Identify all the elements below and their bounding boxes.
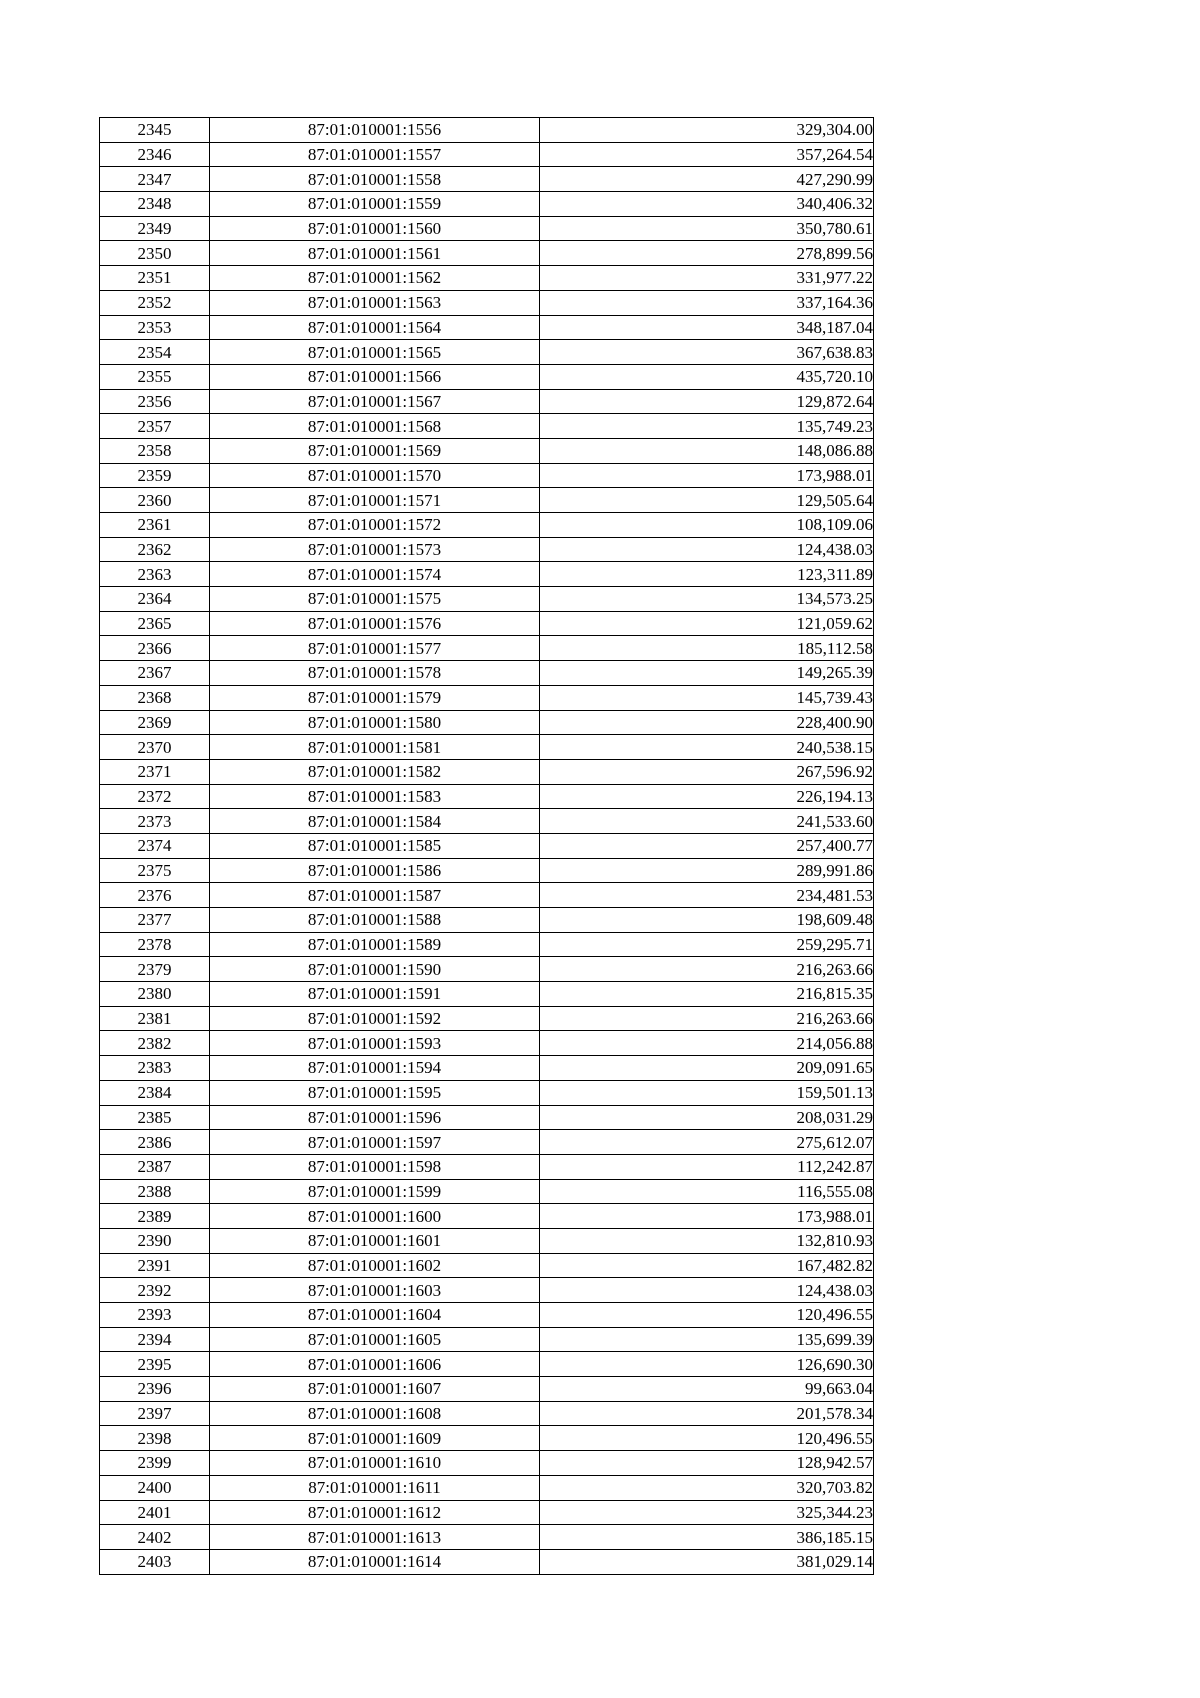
cadastral-value-cell: 386,185.15 [540, 1525, 874, 1550]
cadastral-number-cell: 87:01:010001:1582 [210, 759, 540, 784]
table-row [100, 1549, 874, 1574]
table-row [100, 1105, 874, 1130]
table-row [100, 1401, 874, 1426]
cadastral-value-cell: 124,438.03 [540, 537, 874, 562]
cadastral-value-cell: 201,578.34 [540, 1401, 874, 1426]
cadastral-number-cell: 87:01:010001:1579 [210, 685, 540, 710]
table-row [100, 364, 874, 389]
cadastral-value-cell: 159,501.13 [540, 1080, 874, 1105]
table-row [100, 1377, 874, 1402]
row-number-cell: 2364 [100, 587, 210, 612]
cadastral-value-cell: 209,091.65 [540, 1056, 874, 1081]
cadastral-value-cell: 259,295.71 [540, 932, 874, 957]
table-row [100, 710, 874, 735]
cadastral-number-cell: 87:01:010001:1613 [210, 1525, 540, 1550]
cadastral-value-cell: 214,056.88 [540, 1031, 874, 1056]
cadastral-number-cell: 87:01:010001:1595 [210, 1080, 540, 1105]
table-row [100, 142, 874, 167]
cadastral-number-cell: 87:01:010001:1586 [210, 858, 540, 883]
row-number-cell: 2399 [100, 1451, 210, 1476]
cadastral-number-cell: 87:01:010001:1584 [210, 809, 540, 834]
row-number-cell: 2382 [100, 1031, 210, 1056]
row-number-cell: 2351 [100, 266, 210, 291]
cadastral-number-cell: 87:01:010001:1588 [210, 908, 540, 933]
cadastral-number-cell: 87:01:010001:1609 [210, 1426, 540, 1451]
cadastral-value-cell: 257,400.77 [540, 833, 874, 858]
row-number-cell: 2356 [100, 389, 210, 414]
cadastral-value-cell: 128,942.57 [540, 1451, 874, 1476]
cadastral-value-cell: 149,265.39 [540, 661, 874, 686]
row-number-cell: 2381 [100, 1006, 210, 1031]
row-number-cell: 2362 [100, 537, 210, 562]
cadastral-number-cell: 87:01:010001:1604 [210, 1303, 540, 1328]
cadastral-number-cell: 87:01:010001:1572 [210, 513, 540, 538]
table-row [100, 488, 874, 513]
cadastral-number-cell: 87:01:010001:1563 [210, 290, 540, 315]
cadastral-number-cell: 87:01:010001:1601 [210, 1228, 540, 1253]
cadastral-number-cell: 87:01:010001:1606 [210, 1352, 540, 1377]
cadastral-number-cell: 87:01:010001:1583 [210, 784, 540, 809]
table-row [100, 463, 874, 488]
row-number-cell: 2396 [100, 1377, 210, 1402]
row-number-cell: 2359 [100, 463, 210, 488]
row-number-cell: 2392 [100, 1278, 210, 1303]
row-number-cell: 2369 [100, 710, 210, 735]
cadastral-value-cell: 427,290.99 [540, 167, 874, 192]
row-number-cell: 2379 [100, 957, 210, 982]
cadastral-value-cell: 216,263.66 [540, 957, 874, 982]
cadastral-number-cell: 87:01:010001:1560 [210, 216, 540, 241]
row-number-cell: 2389 [100, 1204, 210, 1229]
table-row [100, 833, 874, 858]
cadastral-number-cell: 87:01:010001:1569 [210, 438, 540, 463]
cadastral-number-cell: 87:01:010001:1557 [210, 142, 540, 167]
table-row [100, 118, 874, 143]
table-row [100, 957, 874, 982]
cadastral-value-cell: 134,573.25 [540, 587, 874, 612]
row-number-cell: 2374 [100, 833, 210, 858]
row-number-cell: 2352 [100, 290, 210, 315]
cadastral-value-cell: 135,699.39 [540, 1327, 874, 1352]
table-row [100, 784, 874, 809]
cadastral-number-cell: 87:01:010001:1558 [210, 167, 540, 192]
cadastral-number-cell: 87:01:010001:1565 [210, 340, 540, 365]
cadastral-number-cell: 87:01:010001:1596 [210, 1105, 540, 1130]
cadastral-number-cell: 87:01:010001:1591 [210, 982, 540, 1007]
row-number-cell: 2386 [100, 1130, 210, 1155]
cadastral-value-cell: 129,505.64 [540, 488, 874, 513]
cadastral-value-cell: 173,988.01 [540, 463, 874, 488]
table-row [100, 858, 874, 883]
cadastral-number-cell: 87:01:010001:1605 [210, 1327, 540, 1352]
table-row [100, 1154, 874, 1179]
cadastral-value-cell: 108,109.06 [540, 513, 874, 538]
table-row [100, 290, 874, 315]
row-number-cell: 2372 [100, 784, 210, 809]
row-number-cell: 2397 [100, 1401, 210, 1426]
cadastral-value-cell: 381,029.14 [540, 1549, 874, 1574]
row-number-cell: 2400 [100, 1475, 210, 1500]
row-number-cell: 2403 [100, 1549, 210, 1574]
table-row [100, 389, 874, 414]
cadastral-value-cell: 167,482.82 [540, 1253, 874, 1278]
row-number-cell: 2367 [100, 661, 210, 686]
table-row [100, 1253, 874, 1278]
table-row [100, 1278, 874, 1303]
cadastral-value-cell: 329,304.00 [540, 118, 874, 143]
row-number-cell: 2355 [100, 364, 210, 389]
row-number-cell: 2348 [100, 192, 210, 217]
row-number-cell: 2378 [100, 932, 210, 957]
cadastral-number-cell: 87:01:010001:1573 [210, 537, 540, 562]
table-row [100, 438, 874, 463]
row-number-cell: 2360 [100, 488, 210, 513]
table-row [100, 167, 874, 192]
table-row [100, 1451, 874, 1476]
table-row [100, 759, 874, 784]
row-number-cell: 2345 [100, 118, 210, 143]
row-number-cell: 2353 [100, 315, 210, 340]
table-row [100, 611, 874, 636]
row-number-cell: 2358 [100, 438, 210, 463]
table-row [100, 241, 874, 266]
table-row [100, 1006, 874, 1031]
cadastral-value-cell: 124,438.03 [540, 1278, 874, 1303]
table-row [100, 587, 874, 612]
table-row [100, 661, 874, 686]
table-row [100, 340, 874, 365]
cadastral-number-cell: 87:01:010001:1556 [210, 118, 540, 143]
cadastral-number-cell: 87:01:010001:1577 [210, 636, 540, 661]
cadastral-value-cell: 148,086.88 [540, 438, 874, 463]
cadastral-value-cell: 350,780.61 [540, 216, 874, 241]
cadastral-value-cell: 112,242.87 [540, 1154, 874, 1179]
row-number-cell: 2346 [100, 142, 210, 167]
cadastral-value-cell: 145,739.43 [540, 685, 874, 710]
row-number-cell: 2375 [100, 858, 210, 883]
cadastral-number-cell: 87:01:010001:1599 [210, 1179, 540, 1204]
cadastral-number-cell: 87:01:010001:1562 [210, 266, 540, 291]
cadastral-value-cell: 340,406.32 [540, 192, 874, 217]
cadastral-number-cell: 87:01:010001:1561 [210, 241, 540, 266]
cadastral-value-cell: 99,663.04 [540, 1377, 874, 1402]
table-row [100, 636, 874, 661]
cadastral-number-cell: 87:01:010001:1571 [210, 488, 540, 513]
cadastral-number-cell: 87:01:010001:1566 [210, 364, 540, 389]
row-number-cell: 2390 [100, 1228, 210, 1253]
cadastral-value-cell: 129,872.64 [540, 389, 874, 414]
cadastral-value-cell: 228,400.90 [540, 710, 874, 735]
cadastral-number-cell: 87:01:010001:1575 [210, 587, 540, 612]
row-number-cell: 2350 [100, 241, 210, 266]
cadastral-number-cell: 87:01:010001:1593 [210, 1031, 540, 1056]
row-number-cell: 2395 [100, 1352, 210, 1377]
table-row [100, 685, 874, 710]
cadastral-number-cell: 87:01:010001:1580 [210, 710, 540, 735]
row-number-cell: 2363 [100, 562, 210, 587]
row-number-cell: 2398 [100, 1426, 210, 1451]
row-number-cell: 2394 [100, 1327, 210, 1352]
row-number-cell: 2354 [100, 340, 210, 365]
row-number-cell: 2371 [100, 759, 210, 784]
cadastral-value-cell: 348,187.04 [540, 315, 874, 340]
row-number-cell: 2370 [100, 735, 210, 760]
cadastral-value-cell: 289,991.86 [540, 858, 874, 883]
cadastral-value-cell: 275,612.07 [540, 1130, 874, 1155]
table-row [100, 216, 874, 241]
cadastral-number-cell: 87:01:010001:1603 [210, 1278, 540, 1303]
cadastral-value-cell: 234,481.53 [540, 883, 874, 908]
cadastral-number-cell: 87:01:010001:1608 [210, 1401, 540, 1426]
cadastral-number-cell: 87:01:010001:1610 [210, 1451, 540, 1476]
table-row [100, 809, 874, 834]
cadastral-number-cell: 87:01:010001:1600 [210, 1204, 540, 1229]
cadastral-value-cell: 226,194.13 [540, 784, 874, 809]
table-row [100, 1327, 874, 1352]
table-row [100, 1228, 874, 1253]
row-number-cell: 2357 [100, 414, 210, 439]
cadastral-number-cell: 87:01:010001:1564 [210, 315, 540, 340]
cadastral-value-cell: 331,977.22 [540, 266, 874, 291]
cadastral-value-cell: 320,703.82 [540, 1475, 874, 1500]
row-number-cell: 2388 [100, 1179, 210, 1204]
cadastral-number-cell: 87:01:010001:1568 [210, 414, 540, 439]
row-number-cell: 2377 [100, 908, 210, 933]
table-body [100, 118, 874, 1575]
table-row [100, 266, 874, 291]
cadastral-number-cell: 87:01:010001:1602 [210, 1253, 540, 1278]
cadastral-value-cell: 267,596.92 [540, 759, 874, 784]
table-row [100, 883, 874, 908]
cadastral-number-cell: 87:01:010001:1567 [210, 389, 540, 414]
table-row [100, 1352, 874, 1377]
cadastral-value-cell: 123,311.89 [540, 562, 874, 587]
table-row [100, 1475, 874, 1500]
cadastral-value-cell: 337,164.36 [540, 290, 874, 315]
row-number-cell: 2365 [100, 611, 210, 636]
cadastral-value-cell: 116,555.08 [540, 1179, 874, 1204]
cadastral-value-cell: 278,899.56 [540, 241, 874, 266]
row-number-cell: 2380 [100, 982, 210, 1007]
cadastral-number-cell: 87:01:010001:1570 [210, 463, 540, 488]
cadastral-number-cell: 87:01:010001:1611 [210, 1475, 540, 1500]
table-row [100, 1056, 874, 1081]
table-row [100, 315, 874, 340]
row-number-cell: 2347 [100, 167, 210, 192]
cadastral-value-cell: 367,638.83 [540, 340, 874, 365]
cadastral-number-cell: 87:01:010001:1590 [210, 957, 540, 982]
table-row [100, 982, 874, 1007]
cadastral-number-cell: 87:01:010001:1574 [210, 562, 540, 587]
row-number-cell: 2349 [100, 216, 210, 241]
cadastral-value-cell: 198,609.48 [540, 908, 874, 933]
table-row [100, 1031, 874, 1056]
table-row [100, 537, 874, 562]
table-row [100, 513, 874, 538]
cadastral-value-cell: 120,496.55 [540, 1303, 874, 1328]
cadastral-value-cell: 132,810.93 [540, 1228, 874, 1253]
row-number-cell: 2361 [100, 513, 210, 538]
cadastral-number-cell: 87:01:010001:1578 [210, 661, 540, 686]
cadastral-number-cell: 87:01:010001:1607 [210, 1377, 540, 1402]
table-row [100, 1080, 874, 1105]
cadastral-value-table [99, 117, 874, 1575]
cadastral-number-cell: 87:01:010001:1614 [210, 1549, 540, 1574]
row-number-cell: 2385 [100, 1105, 210, 1130]
cadastral-value-cell: 325,344.23 [540, 1500, 874, 1525]
row-number-cell: 2366 [100, 636, 210, 661]
cadastral-number-cell: 87:01:010001:1559 [210, 192, 540, 217]
table-row [100, 735, 874, 760]
cadastral-value-cell: 120,496.55 [540, 1426, 874, 1451]
cadastral-value-cell: 126,690.30 [540, 1352, 874, 1377]
cadastral-number-cell: 87:01:010001:1587 [210, 883, 540, 908]
cadastral-value-cell: 241,533.60 [540, 809, 874, 834]
table-row [100, 1130, 874, 1155]
row-number-cell: 2391 [100, 1253, 210, 1278]
cadastral-value-cell: 357,264.54 [540, 142, 874, 167]
row-number-cell: 2402 [100, 1525, 210, 1550]
cadastral-value-cell: 173,988.01 [540, 1204, 874, 1229]
cadastral-value-cell: 435,720.10 [540, 364, 874, 389]
cadastral-number-cell: 87:01:010001:1612 [210, 1500, 540, 1525]
table-row [100, 1500, 874, 1525]
cadastral-value-cell: 121,059.62 [540, 611, 874, 636]
cadastral-number-cell: 87:01:010001:1585 [210, 833, 540, 858]
row-number-cell: 2368 [100, 685, 210, 710]
row-number-cell: 2383 [100, 1056, 210, 1081]
cadastral-number-cell: 87:01:010001:1581 [210, 735, 540, 760]
row-number-cell: 2393 [100, 1303, 210, 1328]
row-number-cell: 2387 [100, 1154, 210, 1179]
table-row [100, 192, 874, 217]
cadastral-value-cell: 185,112.58 [540, 636, 874, 661]
row-number-cell: 2401 [100, 1500, 210, 1525]
cadastral-value-cell: 216,815.35 [540, 982, 874, 1007]
cadastral-value-cell: 135,749.23 [540, 414, 874, 439]
cadastral-number-cell: 87:01:010001:1597 [210, 1130, 540, 1155]
cadastral-number-cell: 87:01:010001:1594 [210, 1056, 540, 1081]
cadastral-number-cell: 87:01:010001:1576 [210, 611, 540, 636]
cadastral-number-cell: 87:01:010001:1589 [210, 932, 540, 957]
table-row [100, 1426, 874, 1451]
cadastral-number-cell: 87:01:010001:1598 [210, 1154, 540, 1179]
table-row [100, 1179, 874, 1204]
table-row [100, 908, 874, 933]
table-row [100, 932, 874, 957]
table-row [100, 414, 874, 439]
cadastral-value-cell: 216,263.66 [540, 1006, 874, 1031]
table-row [100, 1525, 874, 1550]
cadastral-value-cell: 208,031.29 [540, 1105, 874, 1130]
table-row [100, 1303, 874, 1328]
table-row [100, 562, 874, 587]
cadastral-number-cell: 87:01:010001:1592 [210, 1006, 540, 1031]
table-row [100, 1204, 874, 1229]
row-number-cell: 2373 [100, 809, 210, 834]
row-number-cell: 2384 [100, 1080, 210, 1105]
row-number-cell: 2376 [100, 883, 210, 908]
cadastral-value-cell: 240,538.15 [540, 735, 874, 760]
